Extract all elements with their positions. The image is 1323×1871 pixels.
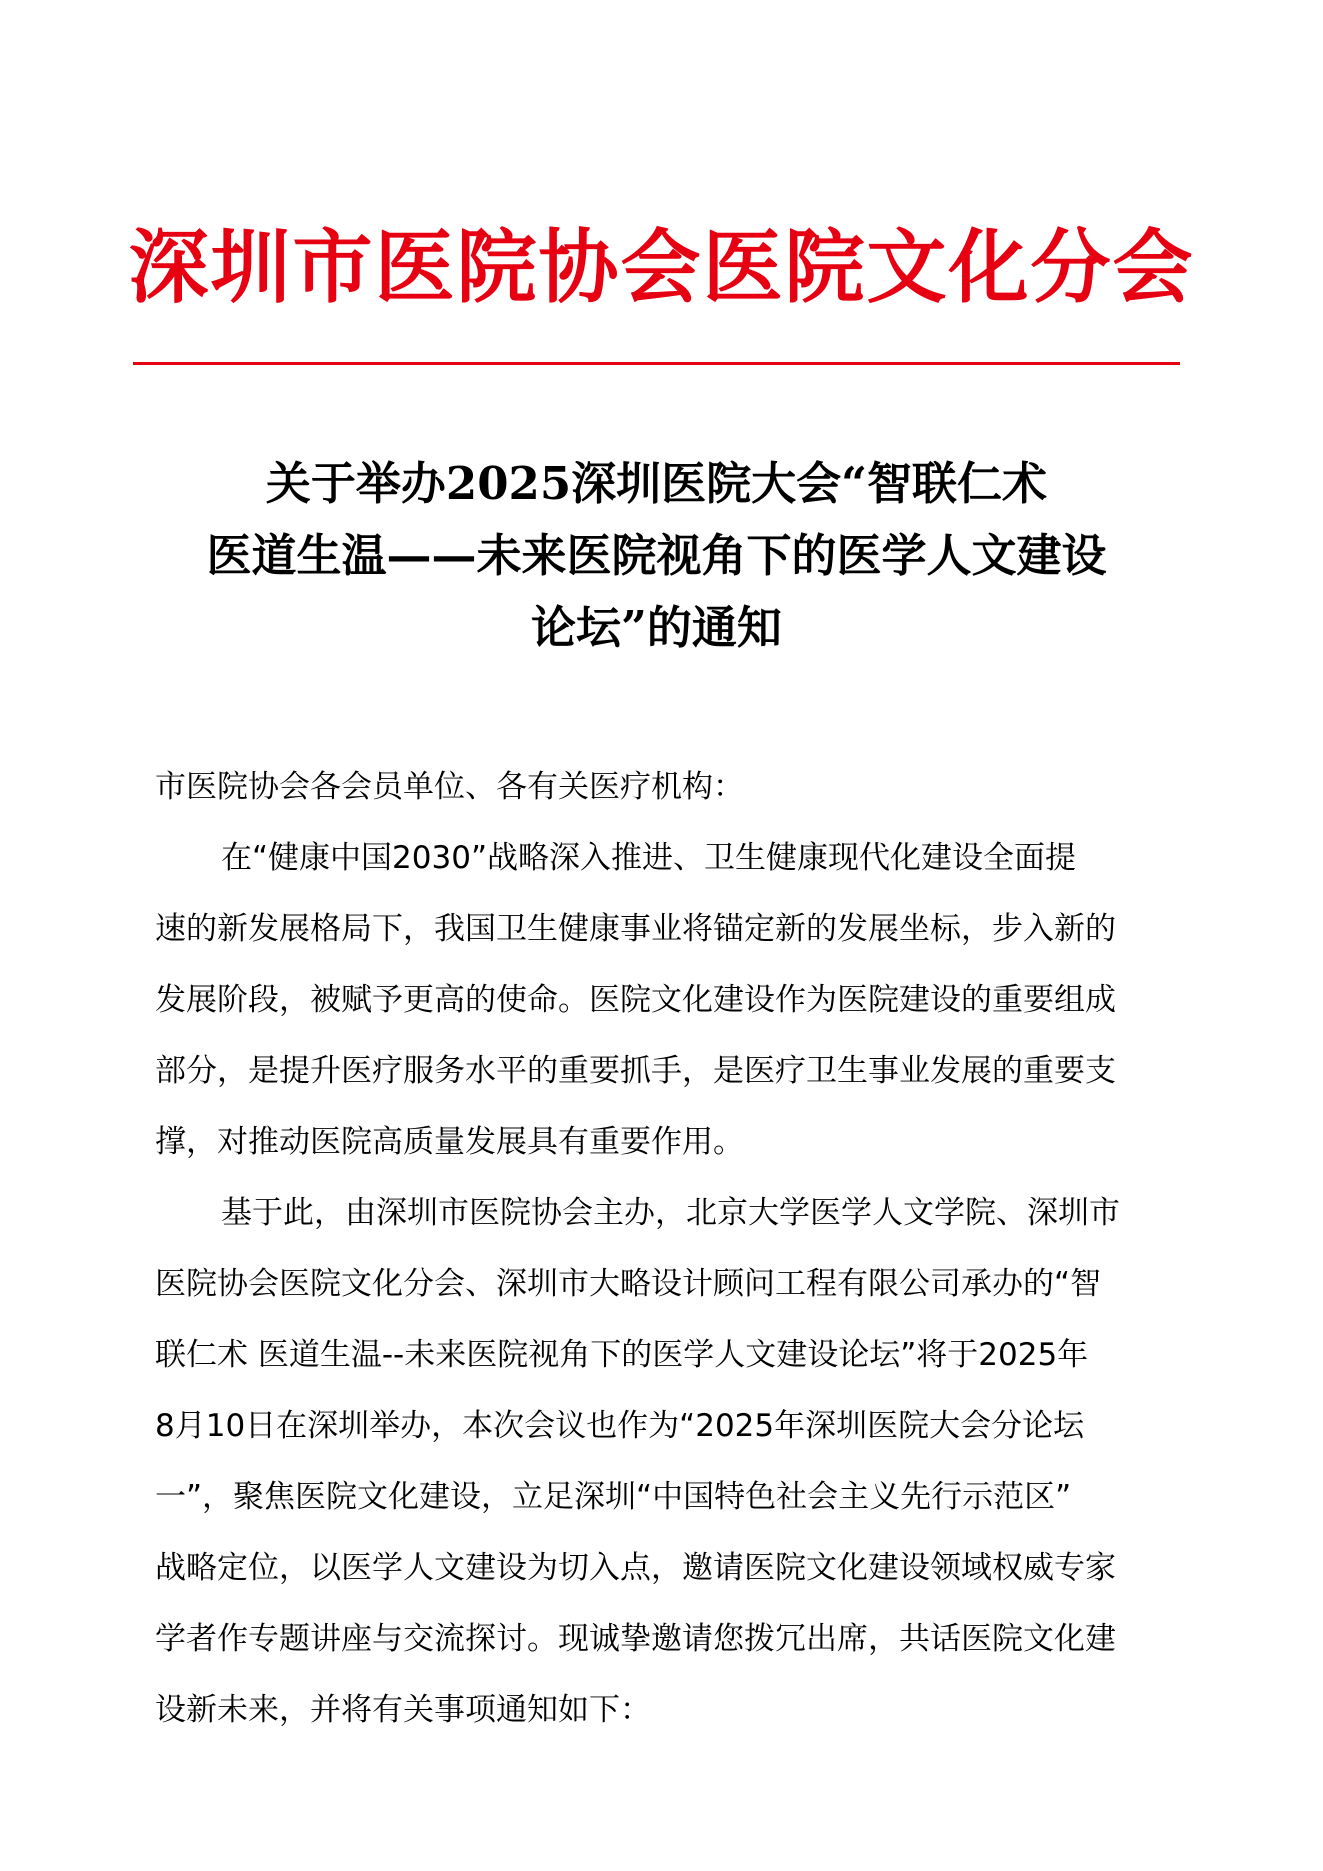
title-line-1: 关于举办2025深圳医院大会“智联仁术 bbox=[265, 457, 1048, 510]
title-line-2: 医道生温——未来医院视角下的医学人文建设 bbox=[206, 529, 1107, 582]
paragraph-1-line: 在“健康中国2030”战略深入推进、卫生健康现代化建设全面提 bbox=[221, 840, 1077, 876]
paragraph-1-line: 发展阶段，被赋予更高的使命。医院文化建设作为医院建设的重要组成 bbox=[155, 982, 1116, 1018]
paragraph-2-line: 医院协会医院文化分会、深圳市大略设计顾问工程有限公司承办的“智 bbox=[155, 1266, 1102, 1302]
paragraph-2-line: 8月10日在深圳举办，本次会议也作为“2025年深圳医院大会分论坛 bbox=[155, 1408, 1085, 1444]
paragraph-1-line: 速的新发展格局下，我国卫生健康事业将锚定新的发展坐标，步入新的 bbox=[155, 911, 1116, 947]
salutation: 市医院协会各会员单位、各有关医疗机构： bbox=[155, 769, 744, 805]
paragraph-1-line: 部分，是提升医疗服务水平的重要抓手，是医疗卫生事业发展的重要支 bbox=[155, 1053, 1116, 1089]
title-line-3: 论坛”的通知 bbox=[531, 601, 782, 654]
paragraph-2-line: 联仁术 医道生温--未来医院视角下的医学人文建设论坛”将于2025年 bbox=[155, 1337, 1089, 1373]
paragraph-2-line: 一”，聚焦医院文化建设，立足深圳“中国特色社会主义先行示范区” bbox=[155, 1479, 1072, 1515]
paragraph-2 bbox=[155, 1178, 1180, 1746]
paragraph-1-line: 撑，对推动医院高质量发展具有重要作用。 bbox=[155, 1124, 744, 1160]
paragraph-2-line: 战略定位，以医学人文建设为切入点，邀请医院文化建设领域权威专家 bbox=[155, 1550, 1116, 1586]
paragraph-1 bbox=[155, 823, 1180, 1178]
paragraph-2-line: 设新未来，并将有关事项通知如下： bbox=[155, 1692, 651, 1728]
paragraph-2-line: 基于此，由深圳市医院协会主办，北京大学医学人文学院、深圳市 bbox=[221, 1195, 1120, 1231]
paragraph-2-line: 学者作专题讲座与交流探讨。现诚挚邀请您拨冗出席，共话医院文化建 bbox=[155, 1621, 1116, 1657]
document-title bbox=[133, 448, 1180, 664]
organization-header: 深圳市医院协会医院文化分会 bbox=[128, 221, 1195, 314]
document-body bbox=[155, 752, 1180, 1746]
header-divider bbox=[133, 362, 1180, 365]
